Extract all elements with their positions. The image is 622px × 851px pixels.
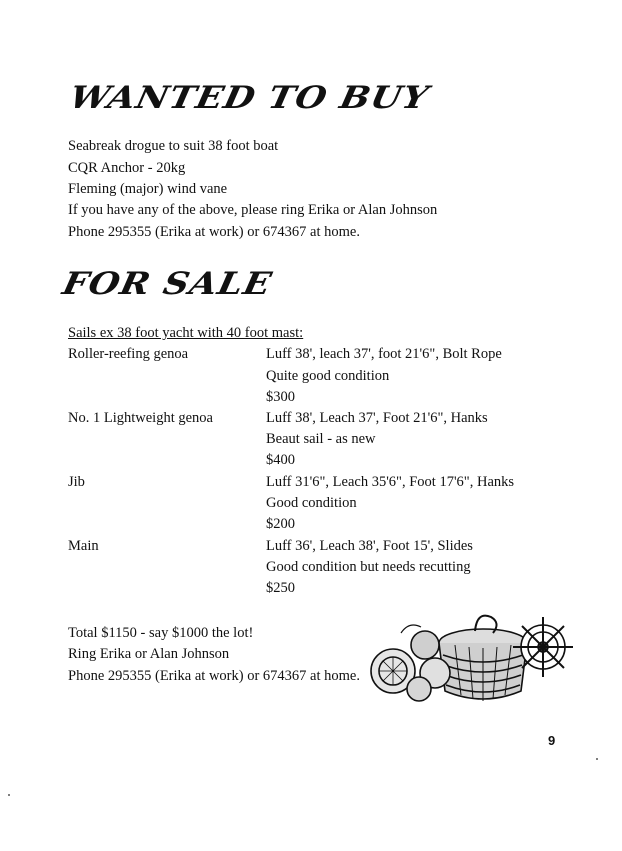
wanted-contact: If you have any of the above, please ring Erika or Alan Johnson bbox=[68, 202, 438, 218]
sail-name: Roller-reefing genoa bbox=[68, 346, 189, 362]
wanted-phone: Phone 295355 (Erika at work) or 674367 at home. bbox=[68, 224, 360, 240]
nautical-clipart-icon bbox=[365, 603, 575, 713]
for-sale-heading: FOR SALE bbox=[59, 266, 276, 303]
sail-condition: Good condition but needs recutting bbox=[266, 559, 471, 575]
sale-phone: Phone 295355 (Erika at work) or 674367 at home. bbox=[68, 668, 360, 684]
sail-name: Main bbox=[68, 538, 99, 554]
sail-dimensions: Luff 38', leach 37', foot 21'6", Bolt Rope bbox=[266, 346, 502, 362]
sail-name: Jib bbox=[68, 474, 85, 490]
page-number: 9 bbox=[548, 733, 556, 748]
sail-price: $200 bbox=[266, 516, 295, 532]
sail-condition: Beaut sail - as new bbox=[266, 431, 376, 447]
sail-condition: Quite good condition bbox=[266, 368, 390, 384]
sail-dimensions: Luff 38', Leach 37', Foot 21'6", Hanks bbox=[266, 410, 488, 426]
sail-price: $400 bbox=[266, 452, 295, 468]
sail-price: $250 bbox=[266, 580, 295, 596]
scan-speck bbox=[596, 758, 598, 760]
sail-price: $300 bbox=[266, 389, 295, 405]
sale-total: Total $1150 - say $1000 the lot! bbox=[68, 625, 254, 641]
sail-condition: Good condition bbox=[266, 495, 357, 511]
wanted-item: Fleming (major) wind vane bbox=[68, 181, 228, 197]
wanted-item: Seabreak drogue to suit 38 foot boat bbox=[68, 138, 279, 154]
sails-title: Sails ex 38 foot yacht with 40 foot mast: bbox=[68, 325, 304, 341]
sale-contact: Ring Erika or Alan Johnson bbox=[68, 646, 230, 662]
sail-dimensions: Luff 31'6", Leach 35'6", Foot 17'6", Hanks bbox=[266, 474, 515, 490]
wanted-item: CQR Anchor - 20kg bbox=[68, 160, 186, 176]
scan-speck bbox=[8, 794, 10, 796]
wanted-to-buy-heading: WANTED TO BUY bbox=[66, 80, 433, 117]
sail-dimensions: Luff 36', Leach 38', Foot 15', Slides bbox=[266, 538, 473, 554]
sail-name: No. 1 Lightweight genoa bbox=[68, 410, 213, 426]
